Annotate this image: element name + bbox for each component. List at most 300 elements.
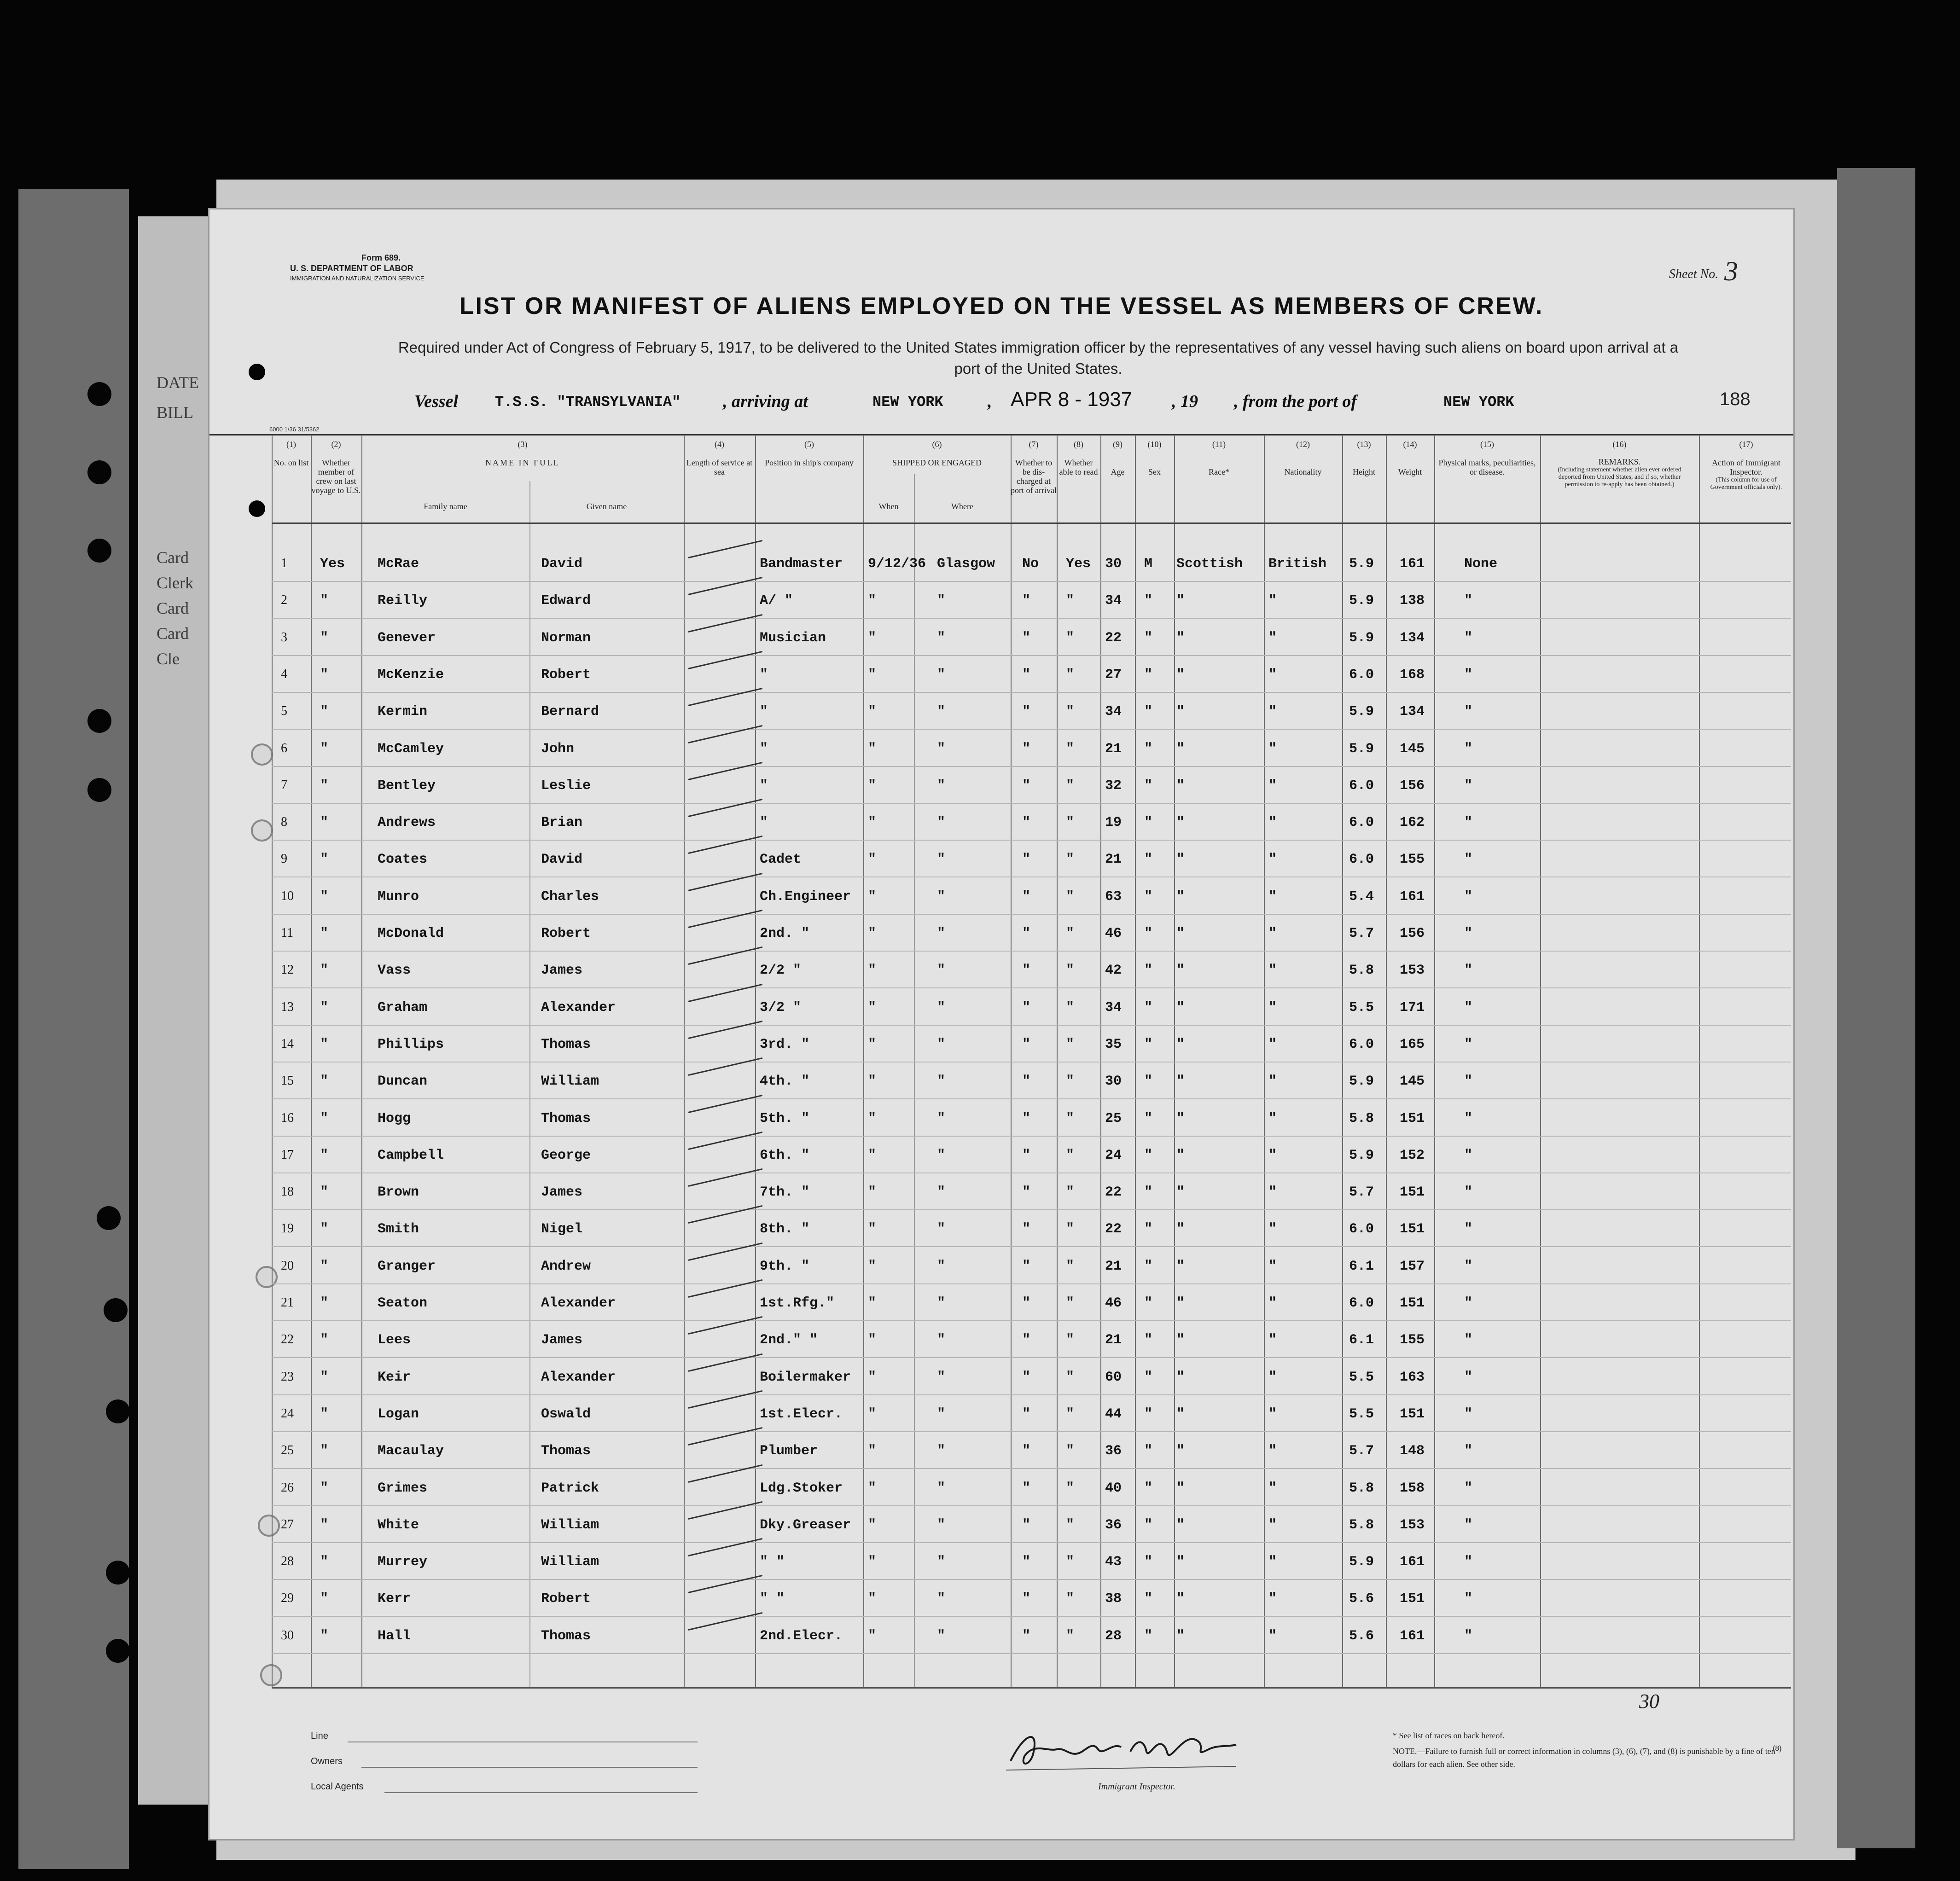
cell-weight: 161 [1400, 1554, 1425, 1570]
cell-age: 32 [1105, 778, 1122, 794]
table-row [209, 1366, 1793, 1403]
cell-to-be-discharged: " [1022, 1554, 1031, 1570]
cell-row-number: 26 [281, 1480, 294, 1495]
cell-to-be-discharged: " [1022, 1184, 1031, 1201]
cell-able-to-read: " [1066, 1554, 1075, 1570]
cell-given-name: Nigel [541, 1221, 583, 1237]
cell-crew-last-voyage: " [320, 852, 329, 868]
cell-race: " [1176, 1036, 1185, 1052]
table-row [209, 1218, 1793, 1254]
cell-race: " [1176, 1147, 1185, 1163]
cell-physical-marks: " [1464, 630, 1473, 646]
cell-shipped-when: " [868, 1074, 877, 1090]
table-row [209, 996, 1793, 1033]
cell-to-be-discharged: " [1022, 1480, 1031, 1496]
cell-family-name: Graham [378, 999, 428, 1016]
cell-weight: 138 [1400, 593, 1425, 609]
cell-family-name: Bentley [378, 778, 436, 794]
cell-able-to-read: " [1066, 630, 1075, 646]
cell-position: " [760, 778, 768, 794]
cell-shipped-where: " [937, 999, 946, 1016]
col-number: (16) [1612, 440, 1627, 449]
cell-physical-marks: " [1464, 1036, 1473, 1052]
cell-sex: " [1144, 999, 1153, 1016]
cell-shipped-where: " [937, 1036, 946, 1052]
cell-crew-last-voyage: " [320, 593, 329, 609]
cell-row-number: 15 [281, 1074, 294, 1088]
cell-race: " [1176, 593, 1185, 609]
from-port-label: , from the port of [1234, 392, 1357, 411]
cell-able-to-read: " [1066, 815, 1075, 831]
cell-row-number: 28 [281, 1554, 294, 1569]
local-agents-label: Local Agents [311, 1782, 364, 1792]
cell-to-be-discharged: " [1022, 1517, 1031, 1533]
cell-physical-marks: " [1464, 593, 1473, 609]
cell-nationality: " [1268, 1110, 1277, 1126]
row-rule [272, 766, 1791, 767]
row-rule [272, 1653, 1791, 1654]
cell-row-number: 30 [281, 1628, 294, 1643]
cell-able-to-read: " [1066, 1369, 1075, 1385]
cell-shipped-where: " [937, 815, 946, 831]
col-label-remarks: REMARKS. [1598, 457, 1641, 466]
cell-nationality: " [1268, 1147, 1277, 1163]
cell-physical-marks: " [1464, 1443, 1473, 1459]
row-rule [272, 1136, 1791, 1137]
footer-rule [272, 1687, 1791, 1689]
cell-to-be-discharged: " [1022, 741, 1031, 757]
cell-age: 28 [1105, 1628, 1122, 1644]
cell-shipped-when: " [868, 593, 877, 609]
cell-row-number: 9 [281, 852, 287, 866]
date-separator: , [988, 392, 992, 411]
cell-age: 36 [1105, 1517, 1122, 1533]
row-rule [272, 1505, 1791, 1506]
col-label-discharged: Whether to be dis-charged at port of arrival [1011, 458, 1057, 495]
col-label-race: Race* [1209, 467, 1229, 476]
cell-to-be-discharged: " [1022, 888, 1031, 905]
cell-position: 2nd.Elecr. [760, 1628, 843, 1644]
cell-shipped-when: " [868, 1591, 877, 1607]
underlay-label: BILL [157, 403, 193, 422]
cell-family-name: Lees [378, 1332, 411, 1348]
cell-crew-last-voyage: " [320, 1074, 329, 1090]
cell-age: 34 [1105, 593, 1122, 609]
cell-family-name: Munro [378, 888, 419, 905]
cell-age: 35 [1105, 1036, 1122, 1052]
cell-shipped-where: " [937, 852, 946, 868]
cell-height: 5.8 [1349, 1517, 1374, 1533]
cell-crew-last-voyage: " [320, 1332, 329, 1348]
cell-row-number: 27 [281, 1517, 294, 1532]
table-row [209, 1550, 1793, 1587]
table-row [209, 627, 1793, 663]
cell-to-be-discharged: " [1022, 1443, 1031, 1459]
cell-race: " [1176, 1591, 1185, 1607]
cell-height: 5.9 [1349, 1074, 1374, 1090]
cell-sex: " [1144, 963, 1153, 979]
cell-race: " [1176, 1110, 1185, 1126]
cell-position: " [760, 667, 768, 683]
department-name: U. S. DEPARTMENT OF LABOR [290, 264, 413, 273]
col-label-name-in-full: NAME IN FULL [485, 458, 560, 467]
cell-crew-last-voyage: " [320, 1258, 329, 1274]
cell-sex: " [1144, 1295, 1153, 1311]
col-label-physical-marks: Physical marks, peculiarities, or disease. [1438, 458, 1536, 476]
cell-height: 5.5 [1349, 1406, 1374, 1422]
col-number: (11) [1212, 440, 1226, 449]
cell-shipped-where: " [937, 1554, 946, 1570]
col-label-position: Position in ship's company [765, 458, 854, 467]
cell-able-to-read: " [1066, 741, 1075, 757]
cell-shipped-where: " [937, 1517, 946, 1533]
cell-crew-last-voyage: " [320, 1036, 329, 1052]
cell-row-number: 1 [281, 556, 287, 570]
cell-physical-marks: " [1464, 1332, 1473, 1348]
cell-shipped-when: " [868, 1517, 877, 1533]
row-rule [272, 581, 1791, 582]
cell-position: 1st.Rfg." [760, 1295, 835, 1311]
cell-weight: 165 [1400, 1036, 1425, 1052]
cell-row-number: 25 [281, 1443, 294, 1458]
cell-shipped-where: " [937, 704, 946, 720]
cell-given-name: Alexander [541, 1369, 616, 1385]
table-row [209, 1625, 1793, 1661]
cell-nationality: " [1268, 1074, 1277, 1090]
cell-sex: " [1144, 1517, 1153, 1533]
cell-height: 5.8 [1349, 963, 1374, 979]
cell-able-to-read: Yes [1066, 556, 1091, 572]
manifest-form [209, 209, 1793, 1839]
cell-shipped-when: " [868, 1110, 877, 1126]
cell-row-number: 7 [281, 778, 287, 792]
cell-physical-marks: " [1464, 1074, 1473, 1090]
vessel-label: Vessel [414, 392, 458, 411]
cell-position: " [760, 741, 768, 757]
cell-row-number: 19 [281, 1221, 294, 1236]
cell-position: 7th. " [760, 1184, 810, 1201]
cell-shipped-when: " [868, 888, 877, 905]
cell-able-to-read: " [1066, 852, 1075, 868]
cell-race: " [1176, 1628, 1185, 1644]
col-label-able-to-read: Whether able to read [1059, 458, 1098, 476]
table-row [209, 1292, 1793, 1329]
cell-shipped-where: " [937, 1591, 946, 1607]
cell-height: 5.9 [1349, 630, 1374, 646]
cell-sex: " [1144, 1554, 1153, 1570]
cell-nationality: " [1268, 815, 1277, 831]
cell-row-number: 12 [281, 963, 294, 977]
cell-age: 44 [1105, 1406, 1122, 1422]
handwritten-total: 30 [1639, 1690, 1659, 1713]
cell-height: 5.9 [1349, 1554, 1374, 1570]
cell-weight: 156 [1400, 926, 1425, 941]
cell-family-name: Genever [378, 630, 436, 646]
table-row [209, 1403, 1793, 1440]
cell-nationality: " [1268, 1591, 1277, 1607]
cell-weight: 161 [1400, 556, 1425, 572]
col-number: (5) [804, 440, 814, 449]
cell-position: 3/2 " [760, 999, 802, 1016]
row-rule [272, 1025, 1791, 1026]
binder-backing-right [1837, 168, 1915, 1848]
cell-physical-marks: " [1464, 999, 1473, 1016]
cell-nationality: " [1268, 926, 1277, 941]
cell-able-to-read: " [1066, 963, 1075, 979]
cell-nationality: " [1268, 1369, 1277, 1385]
cell-able-to-read: " [1066, 999, 1075, 1016]
cell-able-to-read: " [1066, 1517, 1075, 1533]
cell-height: 5.9 [1349, 556, 1374, 572]
table-row [209, 1144, 1793, 1181]
cell-sex: " [1144, 1591, 1153, 1607]
cell-to-be-discharged: " [1022, 1036, 1031, 1052]
col-label-when: When [878, 502, 899, 511]
cell-given-name: James [541, 1332, 583, 1348]
cell-position: 3rd. " [760, 1036, 810, 1052]
binder-hole [106, 1639, 130, 1663]
row-rule [272, 951, 1791, 952]
cell-sex: " [1144, 1147, 1153, 1163]
cell-shipped-when: " [868, 1036, 877, 1052]
col-label-length-of-service: Length of service at sea [686, 458, 753, 476]
col-number: (13) [1357, 440, 1371, 449]
cell-age: 38 [1105, 1591, 1122, 1607]
col-number: (17) [1739, 440, 1753, 449]
cell-position: Ldg.Stoker [760, 1480, 843, 1496]
underlay-label: Clerk [157, 574, 193, 592]
cell-to-be-discharged: " [1022, 667, 1031, 683]
cell-age: 46 [1105, 1295, 1122, 1311]
cell-shipped-where: " [937, 926, 946, 941]
cell-age: 30 [1105, 556, 1122, 572]
cell-nationality: " [1268, 1480, 1277, 1496]
cell-age: 43 [1105, 1554, 1122, 1570]
cell-crew-last-voyage: " [320, 1554, 329, 1570]
cell-nationality: " [1268, 1332, 1277, 1348]
cell-crew-last-voyage: " [320, 630, 329, 646]
cell-given-name: David [541, 852, 583, 868]
cell-race: " [1176, 852, 1185, 868]
cell-age: 34 [1105, 999, 1122, 1016]
cell-position: Boilermaker [760, 1369, 851, 1385]
cell-physical-marks: None [1464, 556, 1498, 572]
table-row [209, 1181, 1793, 1218]
cell-height: 6.0 [1349, 1295, 1374, 1311]
cell-shipped-when: " [868, 1406, 877, 1422]
sheet-number: 3 [1724, 256, 1738, 286]
binder-hole [106, 1399, 130, 1423]
table-row [209, 1440, 1793, 1476]
cell-nationality: " [1268, 778, 1277, 794]
underlay-label: Card [157, 624, 189, 643]
cell-shipped-when: " [868, 778, 877, 794]
cell-weight: 134 [1400, 704, 1425, 720]
cell-race: " [1176, 999, 1185, 1016]
cell-sex: " [1144, 1221, 1153, 1237]
cell-shipped-when: " [868, 1295, 877, 1311]
cell-given-name: Thomas [541, 1443, 591, 1459]
sheet-label: Sheet No. [1669, 267, 1719, 281]
cell-physical-marks: " [1464, 778, 1473, 794]
cell-able-to-read: " [1066, 1443, 1075, 1459]
cell-given-name: Thomas [541, 1628, 591, 1644]
cell-crew-last-voyage: " [320, 963, 329, 979]
cell-sex: " [1144, 704, 1153, 720]
cell-given-name: Bernard [541, 704, 599, 720]
owners-field-rule [361, 1767, 698, 1768]
cell-given-name: William [541, 1517, 599, 1533]
cell-weight: 157 [1400, 1258, 1425, 1274]
col-label-where: Where [951, 502, 973, 511]
cell-weight: 171 [1400, 999, 1425, 1016]
cell-weight: 161 [1400, 888, 1425, 905]
cell-nationality: " [1268, 1406, 1277, 1422]
col-number: (2) [331, 440, 341, 449]
cell-able-to-read: " [1066, 1036, 1075, 1052]
cell-shipped-where: " [937, 1369, 946, 1385]
cell-row-number: 16 [281, 1110, 294, 1125]
cell-family-name: Phillips [378, 1036, 444, 1052]
footer-code: (8) [1773, 1745, 1782, 1753]
cell-position: 6th. " [760, 1147, 810, 1163]
cell-crew-last-voyage: " [320, 704, 329, 720]
col-label-given-name: Given name [586, 502, 627, 511]
cell-height: 5.6 [1349, 1591, 1374, 1607]
cell-sex: " [1144, 1443, 1153, 1459]
cell-weight: 153 [1400, 963, 1425, 979]
cell-race: " [1176, 741, 1185, 757]
cell-family-name: Hogg [378, 1110, 411, 1126]
cell-race: " [1176, 1517, 1185, 1533]
col-label-crew-last-voyage: Whether member of crew on last voyage to U.S. [311, 458, 361, 495]
cell-sex: " [1144, 926, 1153, 941]
cell-weight: 151 [1400, 1406, 1425, 1422]
cell-sex: M [1144, 556, 1153, 572]
cell-given-name: Oswald [541, 1406, 591, 1422]
cell-crew-last-voyage: " [320, 1110, 329, 1126]
cell-age: 24 [1105, 1147, 1122, 1163]
binder-hole [104, 1298, 128, 1322]
vessel-name: T.S.S. "TRANSYLVANIA" [495, 394, 681, 411]
arriving-port: NEW YORK [872, 394, 943, 411]
from-port: NEW YORK [1443, 394, 1514, 411]
cell-sex: " [1144, 1480, 1153, 1496]
row-rule [272, 1283, 1791, 1284]
cell-race: Scottish [1176, 556, 1243, 572]
crew-rows [209, 209, 1793, 1839]
cell-nationality: " [1268, 1554, 1277, 1570]
cell-height: 5.6 [1349, 1628, 1374, 1644]
cell-family-name: Macaulay [378, 1443, 444, 1459]
length-of-service-mark [688, 540, 762, 558]
cell-family-name: Kerr [378, 1591, 411, 1607]
table-row [209, 552, 1793, 589]
cell-shipped-where: " [937, 667, 946, 683]
cell-to-be-discharged: " [1022, 963, 1031, 979]
cell-physical-marks: " [1464, 1517, 1473, 1533]
service-name: IMMIGRATION AND NATURALIZATION SERVICE [290, 275, 425, 282]
cell-shipped-where: " [937, 1295, 946, 1311]
cell-nationality: " [1268, 1517, 1277, 1533]
row-rule [272, 840, 1791, 841]
print-code: 6000 1/36 31/5362 [269, 426, 320, 433]
cell-family-name: Smith [378, 1221, 419, 1237]
cell-shipped-where: " [937, 888, 946, 905]
cell-age: 25 [1105, 1110, 1122, 1126]
cell-height: 5.7 [1349, 1184, 1374, 1201]
cell-weight: 162 [1400, 815, 1425, 831]
table-row [209, 774, 1793, 811]
cell-position: Dky.Greaser [760, 1517, 851, 1533]
cell-shipped-where: " [937, 1443, 946, 1459]
row-rule [272, 1468, 1791, 1469]
table-row [209, 1033, 1793, 1070]
cell-position: 1st.Elecr. [760, 1406, 843, 1422]
cell-crew-last-voyage: " [320, 1221, 329, 1237]
cell-sex: " [1144, 1369, 1153, 1385]
cell-able-to-read: " [1066, 1591, 1075, 1607]
cell-shipped-where: " [937, 1221, 946, 1237]
cell-physical-marks: " [1464, 1110, 1473, 1126]
cell-able-to-read: " [1066, 1295, 1075, 1311]
cell-sex: " [1144, 1258, 1153, 1274]
cell-sex: " [1144, 888, 1153, 905]
cell-sex: " [1144, 630, 1153, 646]
binder-hole [87, 778, 111, 802]
cell-race: " [1176, 963, 1185, 979]
cell-able-to-read: " [1066, 1406, 1075, 1422]
cell-family-name: Duncan [378, 1074, 428, 1090]
row-rule [272, 729, 1791, 730]
page-number: 188 [1720, 389, 1751, 409]
cell-crew-last-voyage: " [320, 667, 329, 683]
cell-nationality: " [1268, 888, 1277, 905]
cell-crew-last-voyage: " [320, 1184, 329, 1201]
cell-weight: 155 [1400, 852, 1425, 868]
cell-given-name: Patrick [541, 1480, 599, 1496]
underlay-label: Card [157, 548, 189, 567]
cell-age: 19 [1105, 815, 1122, 831]
cell-shipped-where: " [937, 1258, 946, 1274]
cell-height: 6.0 [1349, 1221, 1374, 1237]
col-label-shipped-or-engaged: SHIPPED OR ENGAGED [892, 458, 982, 467]
cell-row-number: 5 [281, 704, 287, 719]
cell-crew-last-voyage: " [320, 778, 329, 794]
cell-shipped-when: " [868, 1184, 877, 1201]
cell-to-be-discharged: " [1022, 630, 1031, 646]
cell-sex: " [1144, 852, 1153, 868]
col-number: (3) [518, 440, 528, 449]
cell-to-be-discharged: " [1022, 1110, 1031, 1126]
row-rule [272, 1357, 1791, 1358]
cell-age: 21 [1105, 741, 1122, 757]
cell-able-to-read: " [1066, 593, 1075, 609]
cell-row-number: 20 [281, 1258, 294, 1273]
cell-age: 22 [1105, 630, 1122, 646]
col-note-inspector-action: (This column for use of Government officials only). [1710, 476, 1782, 491]
cell-family-name: Keir [378, 1369, 411, 1385]
cell-nationality: " [1268, 741, 1277, 757]
cell-physical-marks: " [1464, 1591, 1473, 1607]
cell-given-name: William [541, 1554, 599, 1570]
table-row [209, 1587, 1793, 1624]
cell-age: 42 [1105, 963, 1122, 979]
cell-to-be-discharged: " [1022, 1074, 1031, 1090]
cell-shipped-where: " [937, 1332, 946, 1348]
cell-race: " [1176, 1221, 1185, 1237]
form-subtitle: Required under Act of Congress of February 5, 1917, to be delivered to the United States immigration officer by the representatives of any vessel having such aliens on board upon arrival at a port of the United States. [398, 339, 1679, 377]
